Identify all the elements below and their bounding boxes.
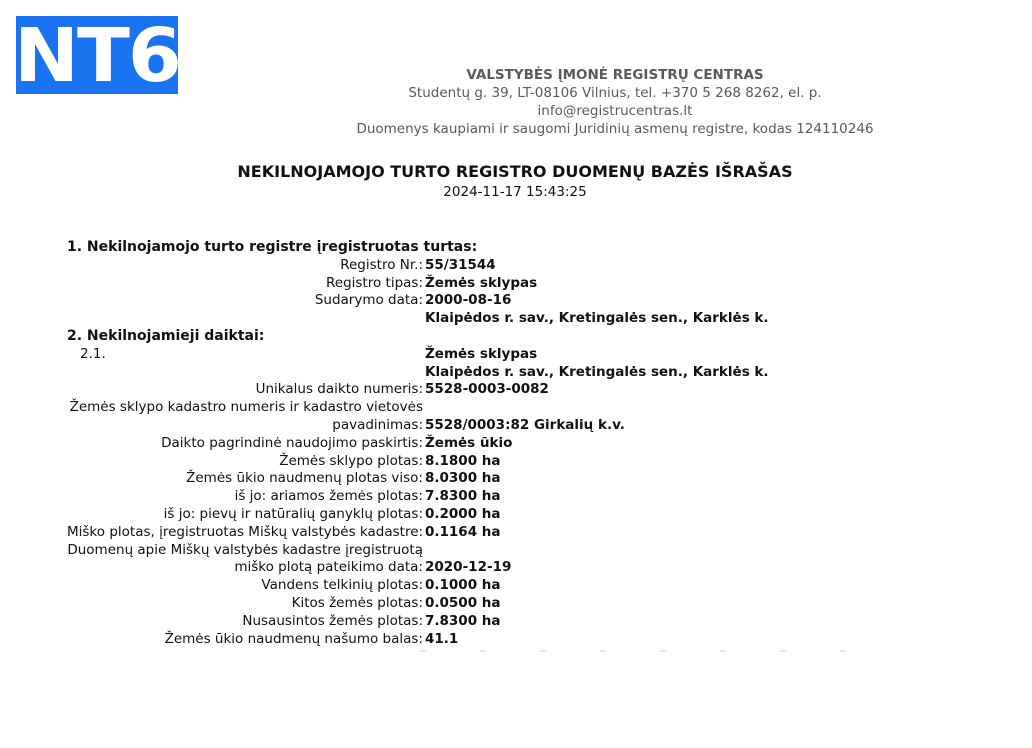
organization-registry: Duomenys kaupiami ir saugomi Juridinių asmenų registre, kodas 124110246 — [356, 121, 874, 137]
section-2-heading: 2. Nekilnojamieji daiktai: — [67, 327, 265, 344]
field-label: Žemės sklypo plotas: — [279, 452, 423, 469]
field-row — [67, 631, 967, 649]
field-label: Registro Nr.: — [340, 256, 423, 273]
field-value: 0.1000 ha — [425, 577, 501, 594]
field-value: 55/31544 — [425, 256, 496, 273]
field-row — [67, 381, 967, 399]
field-value — [423, 542, 430, 560]
field-label: Nusausintos žemės plotas: — [242, 612, 423, 629]
field-value: 7.8300 ha — [425, 488, 501, 505]
field-row — [67, 435, 967, 453]
field-row — [67, 542, 967, 560]
field-label: Žemės sklypo kadastro numeris ir kadastro vietovės — [69, 399, 423, 416]
field-label: miško plotą pateikimo data: — [234, 559, 423, 576]
field-value — [423, 399, 430, 417]
field-label: Daikto pagrindinė naudojimo paskirtis: — [161, 434, 423, 451]
field-label — [67, 310, 423, 328]
field-label: iš jo: pievų ir natūralių ganyklų plotas: — [163, 505, 423, 522]
field-row — [67, 577, 967, 595]
field-label: Žemės ūkio naudmenų plotas viso: — [186, 470, 423, 487]
field-row — [67, 470, 967, 488]
field-row — [67, 524, 967, 542]
item-address-row — [67, 364, 967, 382]
field-row — [67, 292, 967, 310]
field-label: Sudarymo data: — [314, 292, 423, 309]
organization-address: Studentų g. 39, LT-08106 Vilnius, tel. +370 5 268 8262, el. p. info@registrucentras.lt — [408, 85, 822, 119]
nt6-logo — [14, 13, 180, 99]
field-label — [67, 364, 423, 382]
field-value: 8.1800 ha — [425, 452, 501, 469]
field-label: Unikalus daikto numeris: — [255, 381, 423, 398]
field-row — [67, 595, 967, 613]
field-label: Žemės ūkio naudmenų našumo balas: — [164, 630, 423, 647]
field-label: Registro tipas: — [326, 274, 423, 291]
field-row — [67, 257, 967, 275]
field-row — [67, 613, 967, 631]
field-value: 5528-0003-0082 — [425, 381, 549, 398]
field-value: Klaipėdos r. sav., Kretingalės sen., Karklės k. — [425, 310, 769, 327]
field-row — [67, 559, 967, 577]
section-1-heading: 1. Nekilnojamojo turto registre įregistruotas turtas: — [67, 239, 478, 255]
document-title: NEKILNOJAMOJO TURTO REGISTRO DUOMENŲ BAZĖS IŠRAŠAS — [237, 162, 793, 181]
logo-text: NT6 — [14, 13, 180, 99]
field-row — [67, 506, 967, 524]
field-row — [67, 275, 967, 293]
organization-header — [330, 66, 900, 138]
cropped-text-remnant — [420, 650, 880, 652]
field-label: iš jo: ariamos žemės plotas: — [234, 488, 423, 505]
field-row — [67, 417, 967, 435]
item-number: 2.1. — [80, 345, 106, 362]
field-row — [67, 453, 967, 471]
field-value: 5528/0003:82 Girkalių k.v. — [425, 416, 625, 433]
field-value: 2020-12-19 — [425, 559, 512, 576]
field-value: Žemės ūkio — [425, 434, 513, 451]
field-row — [67, 488, 967, 506]
document-datetime: 2024-11-17 15:43:25 — [443, 184, 587, 200]
field-value: 2000-08-16 — [425, 292, 512, 309]
field-label: Miško plotas, įregistruotas Miškų valstybės kadastre: — [67, 523, 424, 540]
field-value: 0.1164 ha — [425, 523, 501, 540]
field-value: 0.0500 ha — [425, 594, 501, 611]
document-body — [67, 239, 967, 648]
field-label: Duomenų apie Miškų valstybės kadastre įregistruotą — [67, 541, 423, 558]
field-value: 41.1 — [425, 630, 459, 647]
field-row — [67, 310, 967, 328]
field-value: 0.2000 ha — [425, 505, 501, 522]
item-type: Žemės sklypas — [425, 345, 538, 362]
item-address: Klaipėdos r. sav., Kretingalės sen., Karklės k. — [425, 363, 769, 380]
field-value: 7.8300 ha — [425, 612, 501, 629]
field-value: 8.0300 ha — [425, 470, 501, 487]
field-row — [67, 399, 967, 417]
organization-name: VALSTYBĖS ĮMONĖ REGISTRŲ CENTRAS — [466, 67, 764, 83]
item-row — [67, 346, 967, 364]
field-value: Žemės sklypas — [425, 274, 538, 291]
field-label: Kitos žemės plotas: — [291, 594, 423, 611]
document-title-block — [0, 161, 1030, 201]
field-label: pavadinimas: — [332, 416, 423, 433]
field-label: Vandens telkinių plotas: — [261, 577, 423, 594]
